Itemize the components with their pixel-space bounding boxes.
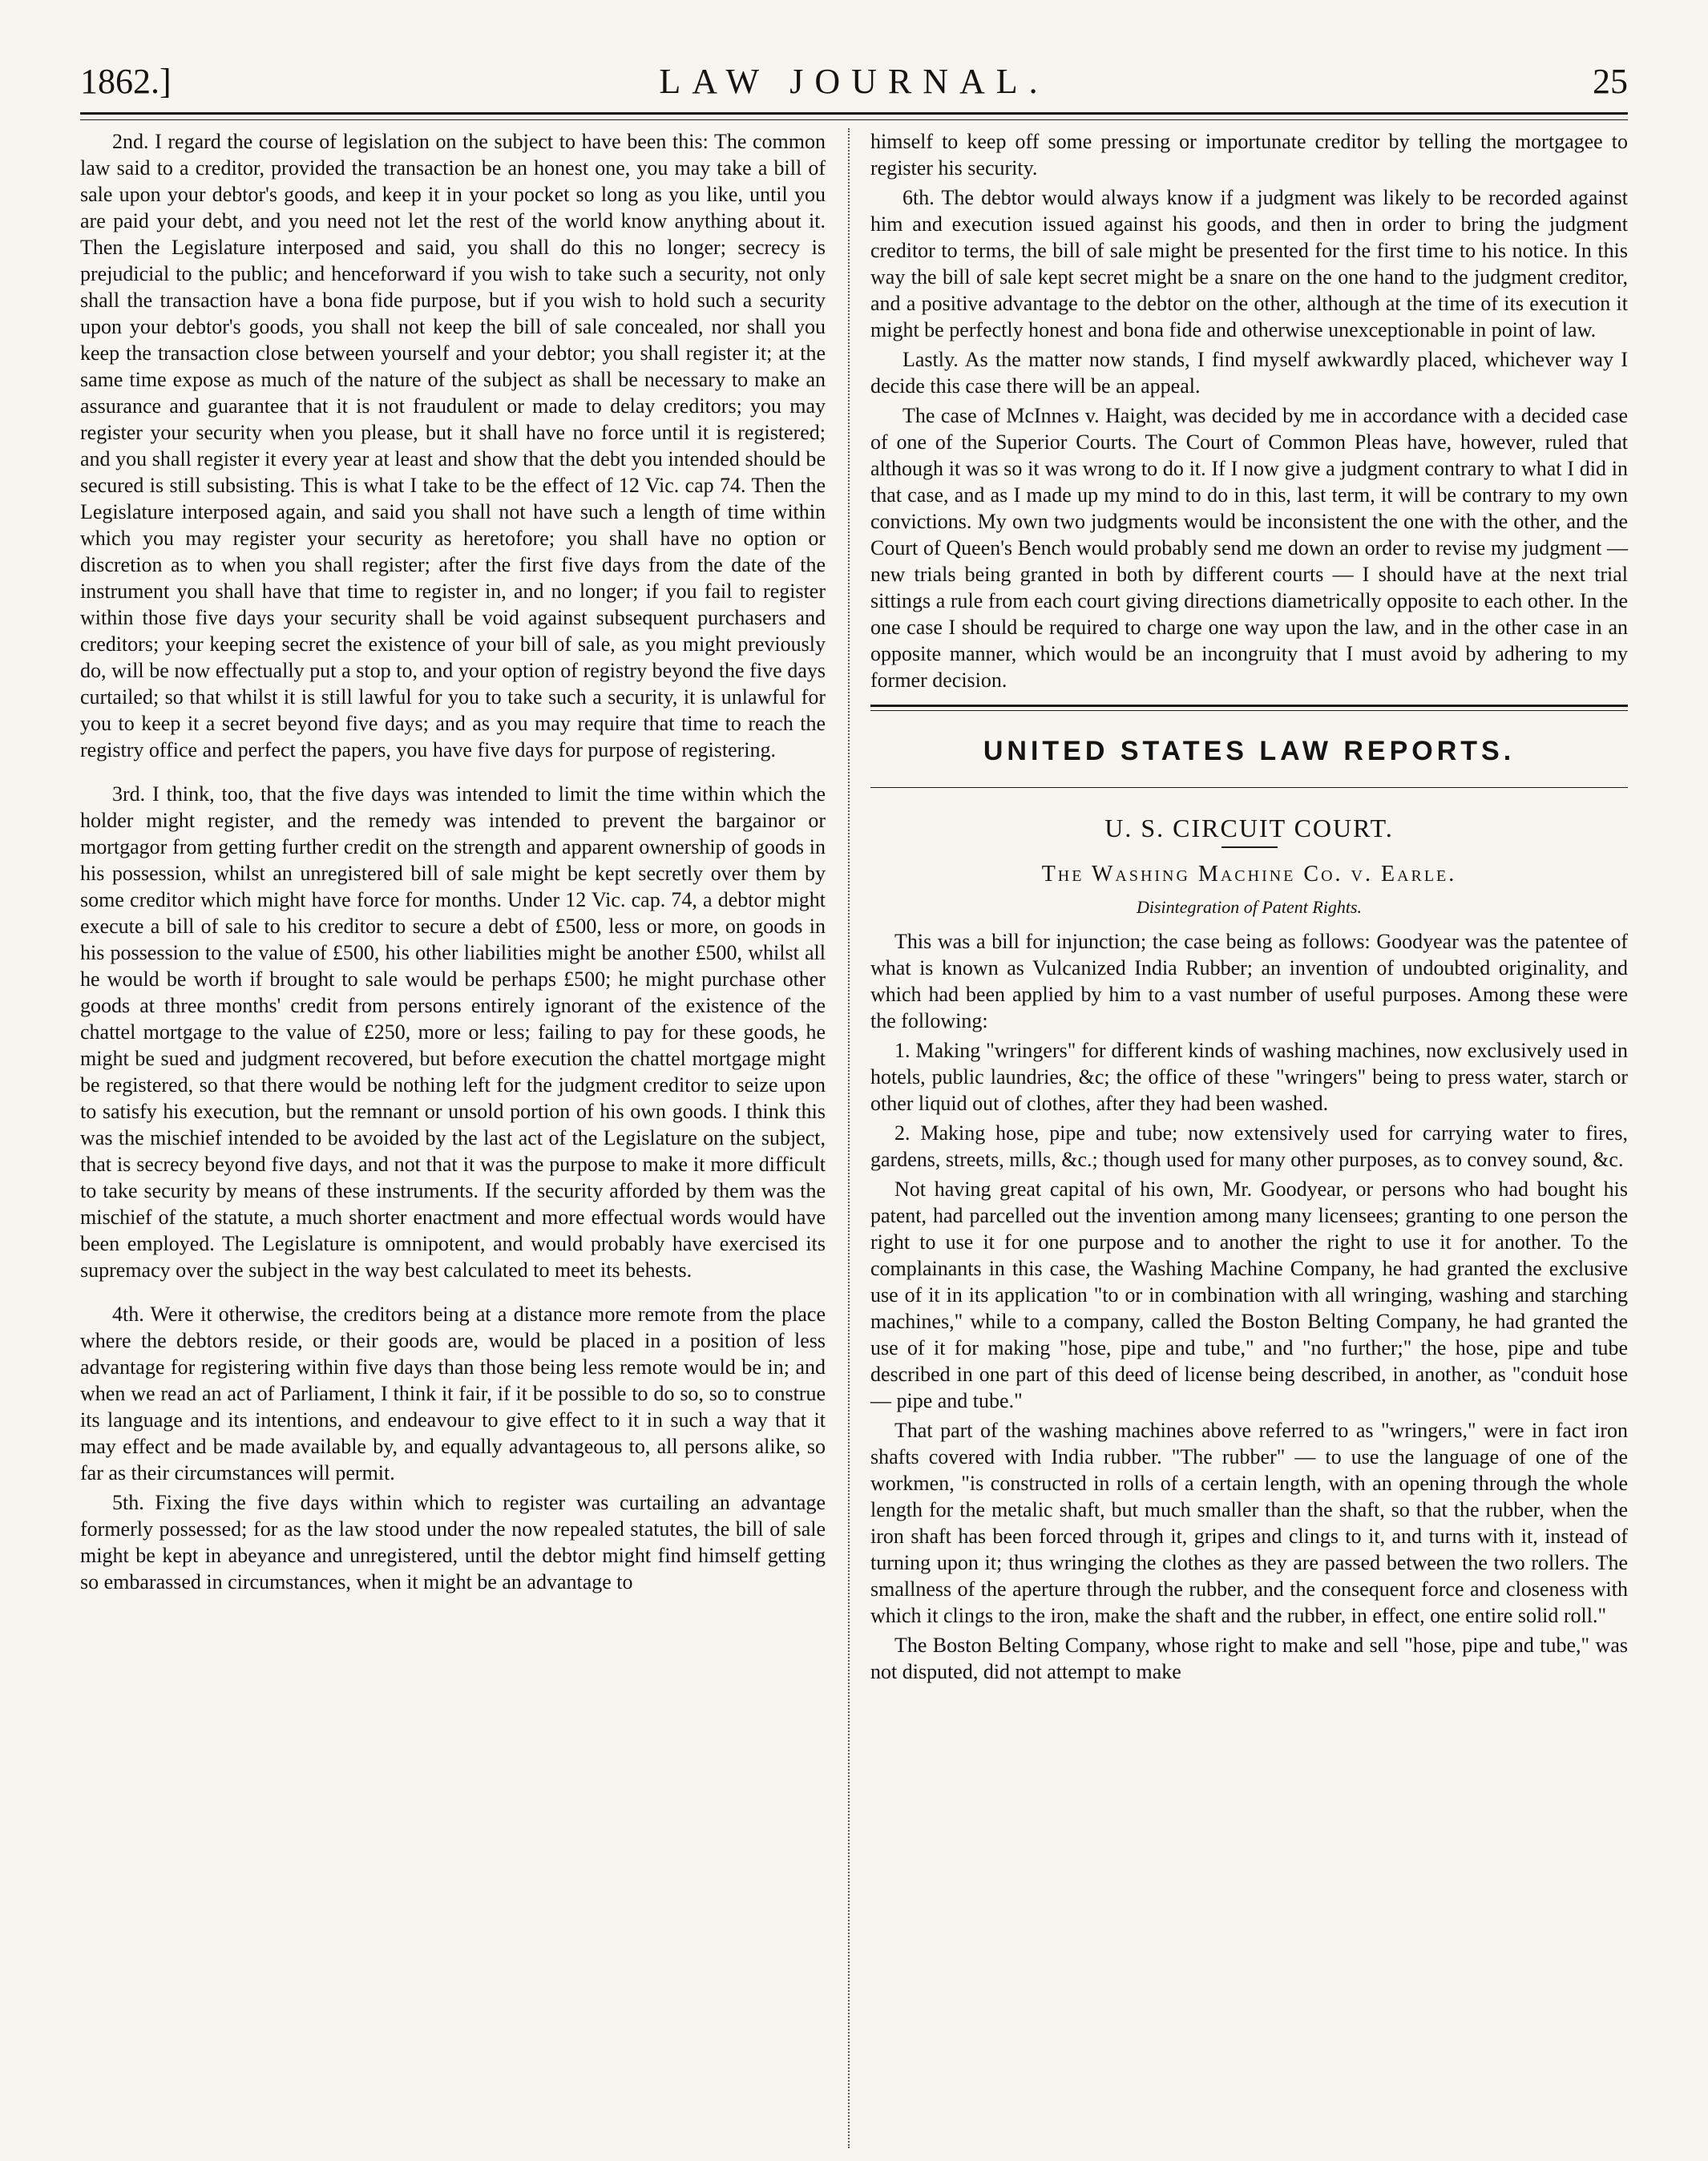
right-column [870,128,1628,1688]
paragraph-wringers: 1. Making "wringers" for different kinds of washing machines, now exclusively used in hotels, public laundries, &c; the office of these "wringers" being to press water, starch or other liquid out of clothes, after they had been washed. [870,1039,1628,1115]
paragraph-case-intro: This was a bill for injunction; the case being as follows: Goodyear was the patentee of what is known as Vulcanized India Rubber; an invention of undoubted originality, and which had been applied by him to a vast number of useful purposes. Among these were the following: [870,930,1628,1032]
case-title: The Washing Machine Co. v. Earle. [1041,862,1457,887]
paragraph-rubber-shafts: That part of the washing machines above referred to as "wringers," were in fact iron shafts covered with India rubber. "The rubber" — to use the language of one of the workmen, "is constructed in rolls of a certain length, with an opening through the whole length for the metalic shaft, but much smaller than the shaft, so that the rubber, when the iron shaft has been forced through it, gripes and clings to it, and turns with it, instead of turning upon it; thus wringing the clothes as they are passed between the two rollers. The smallness of the aperture through the rubber, and the consequent force and closeness with which it clings to the iron, make the shaft and the rubber, in effect, one entire solid roll." [870,1419,1628,1627]
paragraph-hose: 2. Making hose, pipe and tube; now extensively used for carrying water to fires, gardens, streets, mills, &c.; though used for many other purposes, as to convey sound, &c. [870,1121,1628,1171]
paragraph-fourth-point: 4th. Were it otherwise, the creditors being at a distance more remote from the place where the debtors reside, or their goods are, would be placed in a position of less advantage for registering within five days than those being less remote would be in; and when we read an act of Parliament, I think it fair, if it be possible to do so, so to construe its language and its intentions, and endeavour to give effect to it in such a way that it may effect and be made available by, and equally advantageous to, all persons alike, so far as their circumstances will permit. [80,1303,826,1484]
header-rule-thick [80,112,1628,115]
court-title: U. S. CIRCUIT COURT. [1104,814,1394,842]
section-rule-thick [870,705,1628,707]
header-year: 1862.] [80,62,172,101]
running-head [80,58,1628,106]
header-rule-thin [80,119,1628,120]
paragraph-sixth-point: 6th. The debtor would always know if a judgment was likely to be recorded against him and execution issued against his goods, and then in order to bring the judgment creditor to terms, the bill of sale might be presented for the first time to his notice. In this way the bill of sale kept secret might be a snare on the one hand to the judgment creditor, and a positive advantage to the debtor on the other, although at the time of its execution it might be perfectly honest and bona fide and otherwise unexceptionable in point of law. [870,186,1628,341]
left-column [80,128,826,1598]
paragraph-continuation: himself to keep off some pressing or importunate creditor by telling the mortgagee to register his security. [870,130,1628,180]
section-title: UNITED STATES LAW REPORTS. [983,736,1516,766]
case-subtitle: Disintegration of Patent Rights. [1136,897,1363,917]
paragraph-third-point: 3rd. I think, too, that the five days was intended to limit the time within which the holder might register, and the remedy was intended to prevent the bargainor or mortgagor from getting further credit on the strength and apparent ownership of goods in his possession, whilst an unregistered bill of sale might be kept secretly over them by some creditor which might have force for months. Under 12 Vic. cap. 74, a debtor might execute a bill of sale to his creditor to secure a debt of £500, less or more, on goods in his possession to the value of £500, his other liabilities might be another £500, whilst all he would be worth if brought to sale would be perhaps £500; he might purchase other goods at three months' credit from persons entirely ignorant of the existence of the chattel mortgage to the value of £250, more or less; failing to pay for these goods, he might be sued and judgment recovered, but before execution the chattel mortgage might be registered, so that there would be nothing left for the judgment creditor to seize upon to satisfy his execution, but the remnant or unsold portion of his own goods. I think this was the mischief intended to be avoided by the last act of the Legislature on the subject, that is secrecy beyond five days, and not that it was the purpose to make it more difficult to take security by means of these instruments. If the security afforded by them was the mischief of the statute, a much shorter enactment and more effectual words would have been employed. The Legislature is omnipotent, and would probably have exercised its supremacy over the subject in the way best calculated to meet its behests. [80,782,826,1282]
column-divider [848,128,850,2148]
paragraph-lastly: Lastly. As the matter now stands, I find myself awkwardly placed, whichever way I decide this case there will be an appeal. [870,348,1628,398]
paragraph-second-point: 2nd. I regard the course of legislation on the subject to have been this: The common law said to a creditor, provided the transaction be an honest one, you may take a bill of sale upon your debtor's goods, and keep it in your pocket so long as you like, until you are paid your debt, and you need not let the rest of the world know anything about it. Then the Legislature interposed and said, you shall do this no longer; secrecy is prejudicial to the public; and henceforward if you wish to take such a security, not only shall the transaction have a bona fide purpose, but if you wish to hold such a security upon your debtor's goods, you shall not keep the bill of sale concealed, nor shall you keep the transaction close between yourself and your debtor; you shall register it; at the same time expose as much of the nature of the subject as shall be necessary to make an assurance and guarantee that it is not fraudulent or made to delay creditors; you may register your security when you please, but it shall have no force until it is registered; and you shall register it every year at least and show that the debt you intended should be secured is still subsisting. This is what I take to be the effect of 12 Vic. cap 74. Then the Legislature interposed again, and said you shall not have such a length of time within which you may register your security as heretofore; you shall have no option or discretion as to when you shall register; after the first five days from the date of the instrument you shall have that time to register in, and no longer; if you fail to register within those five days your security shall be void against subsequent purchasers and creditors; your keeping secret the existence of your bill of sale, as you might previously do, will be now effectually put a stop to, and your option of registry beyond the five days curtailed; so that whilst it is still lawful for you to take such a security, it is unlawful for you to keep it a secret beyond five days; and as you may require that time to reach the registry office and perfect the papers, you have five days for purpose of registering. [80,130,826,761]
paragraph-boston-belting: The Boston Belting Company, whose right to make and sell "hose, pipe and tube," was not disputed, did not attempt to make [870,1634,1628,1683]
paragraph-fifth-point: 5th. Fixing the five days within which to register was curtailing an advantage formerly possessed; for as the law stood under the now repealed statutes, the bill of sale might be kept in abeyance and unregistered, until the debtor might find himself getting so embarassed in circumstances, when it might be an advantage to [80,1491,826,1593]
paragraph-mcinnes-case: The case of McInnes v. Haight, was decided by me in accordance with a decided case of one of the Superior Courts. The Court of Common Pleas have, however, ruled that although it was so it was wrong to do it. If I now give a judgment contrary to what I did in that case, and as I made up my mind to do in this, last term, it will be contrary to my own convictions. My own two judgments would be inconsistent the one with the other, and the Court of Queen's Bench would probably send me down an order to revise my judgment — new trials being granted in both by different courts — I should have at the next trial sittings a rule from each court giving directions diametrically opposite to each other. In the one case I should be required to charge one way upon the law, and in the other case in an opposite manner, which would be an incongruity that I must avoid by adhering to my former decision. [870,404,1628,692]
journal-title: LAW JOURNAL. [659,62,1049,101]
section-rule-below [870,787,1628,788]
section-rule-thin [870,710,1628,711]
paragraph-licensees: Not having great capital of his own, Mr. Goodyear, or persons who had bought his patent, had parcelled out the invention among many licensees; granting to one person the right to use it for one purpose and to another the right to use it for another. To the complainants in this case, the Washing Machine Company, he had granted the exclusive use of it in its application "to or in combination with all wringing, washing and starching machines," while to a company, called the Boston Belting Company, he had granted the use of it for making "hose, pipe and tube," and "no further;" the hose, pipe and tube described in one part of this deed of license being described, in another, as "conduit hose — pipe and tube." [870,1177,1628,1412]
court-rule [1221,846,1278,848]
page-number: 25 [1593,62,1628,101]
